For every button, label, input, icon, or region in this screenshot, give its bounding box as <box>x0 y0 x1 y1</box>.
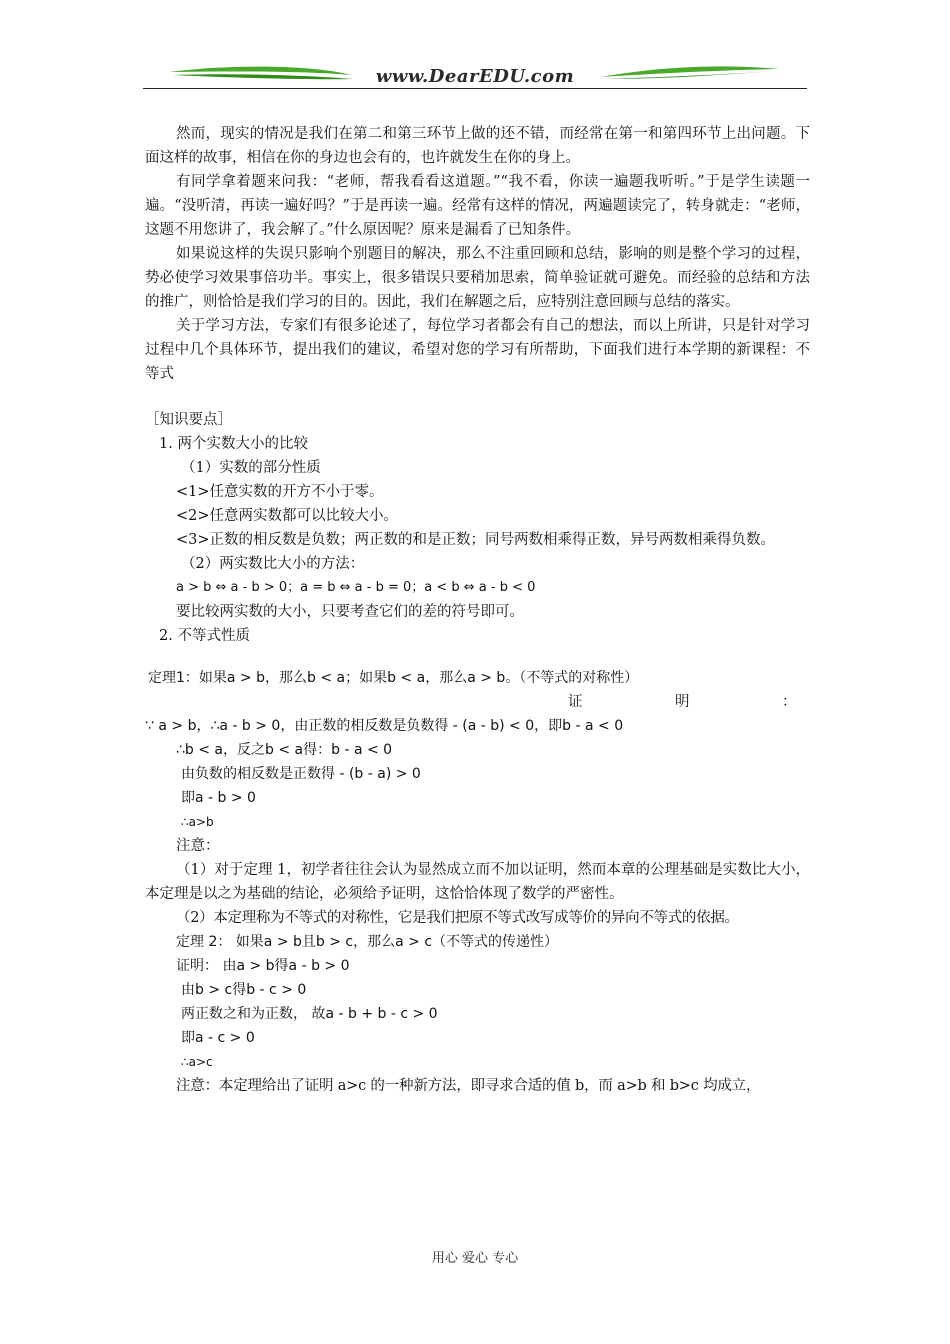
page-footer: 用心 爱心 专心 <box>431 1251 519 1266</box>
paragraph-1: 然而，现实的情况是我们在第二和第三环节上做的还不错，而经常在第一和第四环节上出问题。下面这样的故事，相信在你的身边也会有的，也许就发生在你的身上。 <box>145 126 810 166</box>
paragraph-4: 关于学习方法，专家们有很多论述了，每位学习者都会有自己的想法，而以上所讲，只是针对学习过程中几个具体环节，提出我们的建议，希望对您的学习有所帮助，下面我们进行本学期的新课程：不等式 <box>145 318 810 382</box>
theorem-1-note-2: （2）本定理称为不等式的对称性，它是我们把原不等式改写成等价的异向不等式的依据。 <box>176 910 739 926</box>
theorem-1-proof-line-1: ∵ a > b，∴a - b > 0，由正数的相反数是负数得 - (a - b) < 0，即b - a < 0 <box>145 718 624 734</box>
subsection-1-1-title: （1）实数的部分性质 <box>181 460 321 476</box>
theorem-2-proof-line-5: ∴a>c <box>181 1055 213 1069</box>
page-header <box>143 62 807 94</box>
property-1: <1>任意实数的开方不小于零。 <box>176 484 384 500</box>
subsection-1-2-title: （2）两实数比大小的方法： <box>181 556 365 572</box>
comparison-formula: a > b ⇔ a - b > 0；a = b ⇔ a - b = 0；a < b ⇔ a - b < 0 <box>176 580 536 595</box>
theorem-2-proof-line-4: 即a - c > 0 <box>181 1030 255 1046</box>
theorem-2-proof-line-1: 证明： 由a > b得a - b > 0 <box>176 958 350 974</box>
theorem-1-proof-line-4: 即a - b > 0 <box>181 790 256 806</box>
document-body <box>145 122 810 1098</box>
paragraph-2: 有同学拿着题来问我：“老师，帮我看看这道题。”“我不看，你读一遍题我听听。”于是学生读题一遍。“没听清，再读一遍好吗？”于是再读一遍。经常有这样的情况，两遍题读完了，转身就走：“老师，这题不用您讲了，我会解了。”什么原因呢？原来是漏看了已知条件。 <box>145 174 810 238</box>
paragraph-3: 如果说这样的失误只影响个别题目的解决，那么不注重回顾和总结，影响的则是整个学习的过程，势必使学习效果事倍功半。事实上，很多错误只要稍加思索，简单验证就可避免。而经验的总结和方法的推广，则恰恰是我们学习的目的。因此，我们在解题之后，应特别注意回顾与总结的落实。 <box>145 246 810 310</box>
theorem-1-statement: 定理1：如果a > b，那么b < a；如果b < a，那么a > b。（不等式的对称性） <box>148 670 639 686</box>
theorem-1-proof-line-3: 由负数的相反数是正数得 - (b - a) > 0 <box>181 766 421 782</box>
proof-label-char-3: ： <box>782 694 797 710</box>
theorem-1-note-label: 注意： <box>176 838 220 854</box>
site-url: www.DearEDU.com <box>375 66 575 87</box>
proof-label <box>145 690 810 714</box>
theorem-2-proof-line-3: 两正数之和为正数， 故a - b + b - c > 0 <box>181 1006 438 1022</box>
theorem-1-note-1: （1）对于定理 1，初学者往往会认为显然成立而不加以证明，然而本章的公理基础是实数比大小，本定理是以之为基础的结论，必须给予证明，这恰恰体现了数学的严密性。 <box>145 862 810 902</box>
header-divider <box>143 88 807 89</box>
theorem-2-statement: 定理 2： 如果a > b且b > c，那么a > c（不等式的传递性） <box>176 934 559 950</box>
section-2-title: 2. 不等式性质 <box>159 628 250 644</box>
section-1-title: 1. 两个实数大小的比较 <box>159 436 308 452</box>
theorem-1-proof-line-5: ∴a>b <box>181 815 214 829</box>
blank-line <box>145 386 810 408</box>
theorem-2-proof-line-2: 由b > c得b - c > 0 <box>181 982 307 998</box>
property-3: <3>正数的相反数是负数；两正数的和是正数；同号两数相乘得正数，异号两数相乘得负数。 <box>176 532 776 548</box>
comparison-note: 要比较两实数的大小，只要考查它们的差的符号即可。 <box>176 604 524 620</box>
theorem-1-proof-line-2: ∴b < a，反之b < a得：b - a < 0 <box>176 742 393 758</box>
theorem-2-note: 注意：本定理给出了证明 a>c 的一种新方法，即寻求合适的值 b，而 a>b 和 b>c 均成立， <box>176 1078 761 1094</box>
blank-line <box>145 648 810 666</box>
property-2: <2>任意两实数都可以比较大小。 <box>176 508 399 524</box>
proof-label-char-2: 明 <box>675 694 690 710</box>
knowledge-heading: ［知识要点］ <box>145 412 232 428</box>
proof-label-char-1: 证 <box>568 694 583 710</box>
